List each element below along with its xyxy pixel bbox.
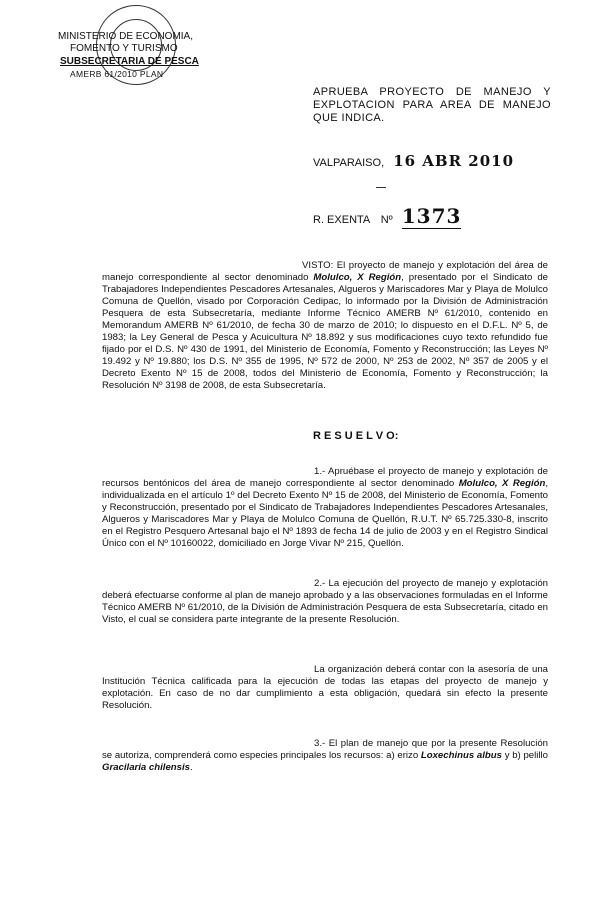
article-3: 3.- El plan de manejo que por la presente Resolución se autoriza, comprenderá como especies principales los recursos: a) erizo Loxechinus albus y b) pelillo Gracilaria chilensis. (102, 738, 549, 773)
visto-lead: VISTO: (302, 260, 334, 271)
place: VALPARAISO, (313, 157, 385, 169)
date-stamp: 16 ABR 2010 (393, 152, 515, 170)
place-date-line (313, 152, 514, 170)
species-erizo: Loxechinus albus (420, 750, 502, 761)
article-2-lead: 2.- La ejecución del proyecto de manejo y (314, 578, 497, 589)
resolution-number: 1373 (401, 204, 462, 228)
species-pelillo: Gracilaria chilensis (102, 762, 190, 773)
article-2-advisory-lead: La organización deberá contar con la asesoría (314, 664, 515, 675)
article-1-sector: Molulco, X Región (458, 478, 546, 489)
number-label: Nº (380, 214, 393, 226)
resuelvo-heading: R E S U E L V O: (313, 430, 399, 442)
article-1-lead: 1.- Apruébase el proyecto de manejo y (314, 466, 483, 477)
undersecretary-name: SUBSECRETARIA DE PESCA (60, 56, 199, 67)
document-title: APRUEBA PROYECTO DE MANEJO Y EXPLOTACION PARA AREA DE MANEJO QUE INDICA. (313, 86, 551, 124)
file-reference: AMERB 61/2010 PLAN (70, 69, 164, 79)
visto-sector: Molulco, X Región (313, 272, 402, 283)
visto-paragraph: VISTO: El proyecto de manejo y explotación del área de manejo correspondiente al sector denominado Molulco, X Región, presentado por el Sindicato de Trabajadores Independientes Pescadores Artesanales, Algueros y Mariscadores Mar y Playa de Molulco Comuna de Quellón, visado por Corporación Cedipac, lo informado por la División de Administración Pesquera de esta Subsecretaría, mediante Informe Técnico AMERB Nº 61/2010, contenido en Memorandum AMERB Nº 61/2010, de fecha 30 de marzo de 2010; lo dispuesto en el D.F.L. Nº 5, de 1983; la Ley General de Pesca y Acuicultura Nº 18.892 y sus modificaciones cuyo texto refundido fue fijado por el D.S. Nº 430 de 1991, del Ministerio de Economía, Fomento y Reconstrucción; las Leyes Nº 19.492 y Nº 19.880; los D.S. Nº 355 de 1995, Nº 572 de 2000, Nº 253 de 2002, Nº 357 de 2005 y el Decreto Exento Nº 15 de 2008, todos del Ministerio de Economía, Fomento y Reconstrucción; la Resolución Nº 3198 de 2008, de esta Subsecretaría. (102, 260, 548, 391)
article-3-lead: 3.- El plan de manejo que por la presente (314, 738, 497, 749)
article-2: 2.- La ejecución del proyecto de manejo y explotación deberá efectuarse conforme al plan de manejo aprobado y a las observaciones formuladas en el Informe Técnico AMERB Nº 61/2010, de la División de Administración Pesquera de esta Subsecretaría, citado en Visto, el cual se considera parte integrante de la presente Resolución. (102, 578, 549, 625)
ministry-subname: FOMENTO Y TURISMO (70, 43, 178, 54)
resolution-underline (376, 187, 386, 188)
ministry-name: MINISTERIO DE ECONOMIA, (58, 31, 194, 42)
resolution-label: R. EXENTA (313, 214, 370, 226)
resolution-line (313, 204, 461, 228)
article-1: 1.- Apruébase el proyecto de manejo y explotación de recursos bentónicos del área de manejo correspondiente al sector denominado Molulco, X Región, individualizada en el artículo 1º del Decreto Exento Nº 15 de 2008, del Ministerio de Economía, Fomento y Reconstrucción, presentado por el Sindicato de Trabajadores Independientes Pescadores Artesanales, Algueros y Mariscadores Mar y Playa de Molulco Comuna de Quellón, R.U.T. Nº 65.725.330-8, inscrito en el Registro Pesquero Artesanal bajo el Nº 1893 de fecha 14 de julio de 2003 y en el Registro Sindical Único con el Nº 10160022, domiciliado en Jorge Vivar Nº 215, Quellón. (102, 466, 549, 549)
article-2-advisory: La organización deberá contar con la asesoría de una Institución Técnica calificada para la ejecución de todas las etapas del proyecto de manejo y explotación. En caso de no dar cumplimiento a esta obligación, quedará sin efecto la presente Resolución. (102, 664, 549, 711)
